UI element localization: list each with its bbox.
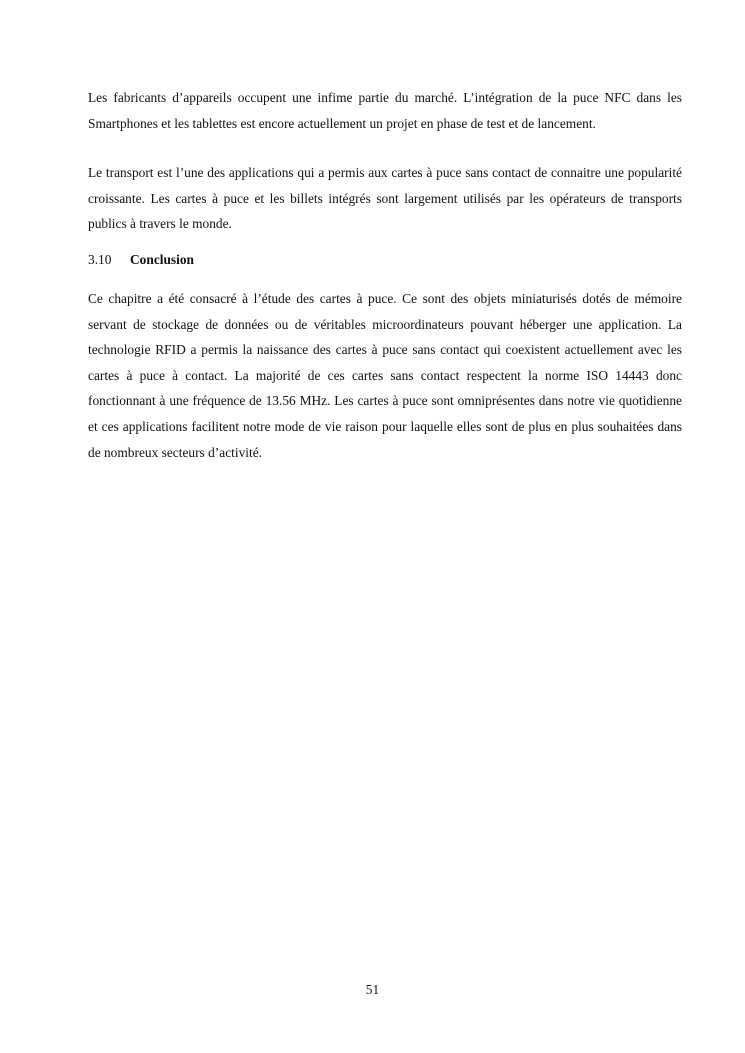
section-number: 3.10: [88, 252, 112, 267]
paragraph-nfc-market: Les fabricants d’appareils occupent une infime partie du marché. L’intégration de la puce NFC dans les Smartphones et les tablettes est encore actuellement un projet en phase de test et de lancement.: [88, 90, 682, 131]
section-heading: [88, 247, 194, 273]
paragraph-conclusion: Ce chapitre a été consacré à l’étude des cartes à puce. Ce sont des objets miniaturisés dotés de mémoire servant de stockage de données ou de véritables microordinateurs pouvant héberger une application. La technologie RFID a permis la naissance des cartes à puce sans contact qui coexistent actuellement avec les cartes à puce à contact. La majorité de ces cartes sans contact respectent la norme ISO 14443 donc fonctionnant à une fréquence de 13.56 MHz. Les cartes à puce sont omniprésentes dans notre vie quotidienne et ces applications facilitent notre mode de vie raison pour laquelle elles sont de plus en plus souhaitées dans de nombreux secteurs d’activité.: [88, 291, 682, 460]
page-number: 51: [365, 982, 380, 997]
paragraph-transport: Le transport est l’une des applications qui a permis aux cartes à puce sans contact de connaitre une popularité croissante. Les cartes à puce et les billets intégrés sont largement utilisés par les opérateurs de transports publics à travers le monde.: [88, 165, 682, 232]
section-title: Conclusion: [130, 252, 194, 267]
